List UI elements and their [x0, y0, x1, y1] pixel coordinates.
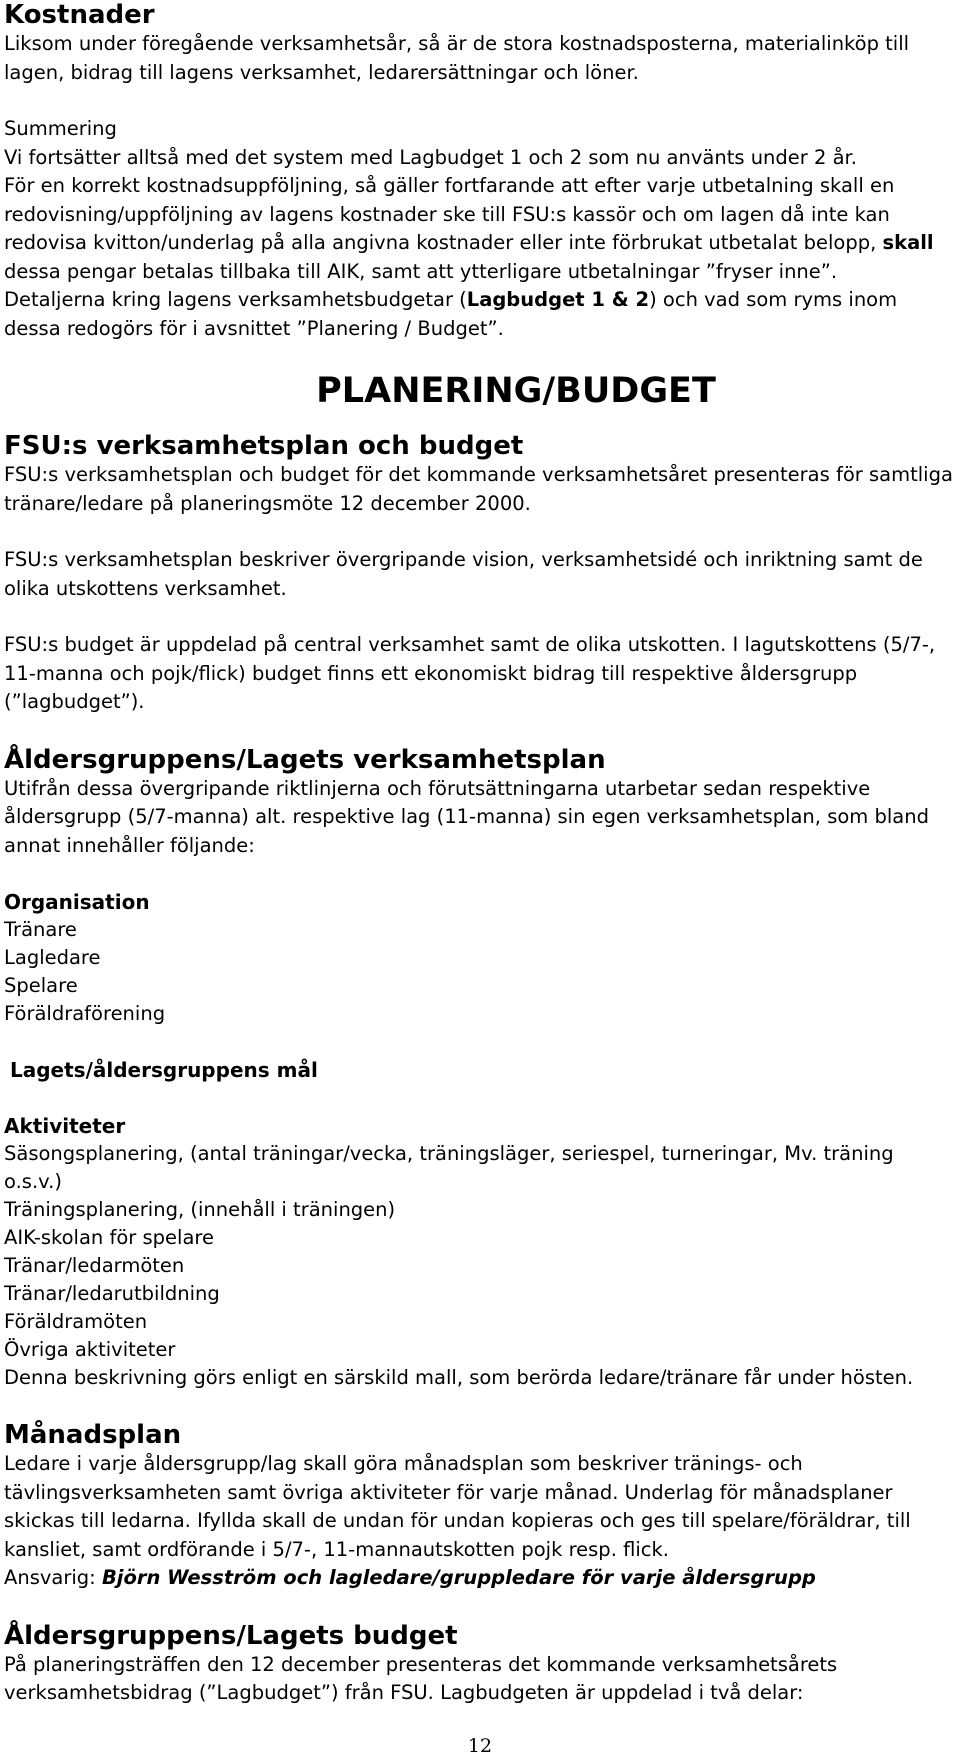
- list-item: Tränar/ledarmöten: [4, 1254, 185, 1277]
- organisation-list: [4, 916, 956, 1028]
- ansvarig-value: Björn Wesström och lagledare/gruppledare för varje åldersgrupp: [101, 1566, 816, 1589]
- summering-line-2: För en korrekt kostnadsuppföljning, så gäller fortfarande att efter varje utbetalning skall en redovisning/uppföljning av lagens kostnader ske till FSU:s kassör och om lagen då inte kan redovisa kvitton/underlag på alla angivna kostnader eller inte förbrukat utbetalat belopp,: [4, 174, 895, 254]
- document-page: [4, 0, 956, 1708]
- manadsplan-paragraph: Ledare i varje åldersgrupp/lag skall göra månadsplan som beskriver tränings- och tävlingsverksamheten samt övriga aktiviteter för varje månad. Underlag för månadsplaner skickas till ledarna. Ifyllda skall de undan för undan kopieras och ges till spelare/föräldrar, till kansliet, samt ordförande i 5/7-, 11-mannautskotten pojk resp. flick.: [4, 1452, 911, 1561]
- fsu-paragraph-3: FSU:s budget är uppdelad på central verksamhet samt de olika utskotten. I lagutskottens (5/7-, 11-manna och pojk/flick) budget finns ett ekonomiskt bidrag till respektive åldersgrupp (”lagbudget”).: [4, 633, 936, 713]
- aktiviteter-title: Aktiviteter: [4, 1114, 126, 1138]
- fsu-paragraph-1: FSU:s verksamhetsplan och budget för det kommande verksamhetsåret presenteras för samtliga tränare/ledare på planeringsmöte 12 december 2000.: [4, 463, 953, 515]
- lagbudget-bold: Lagbudget 1 & 2: [466, 288, 650, 311]
- list-item: Tränar/ledarutbildning: [4, 1282, 220, 1305]
- list-item: AIK-skolan för spelare: [4, 1226, 214, 1249]
- summering-line-3: dessa pengar betalas tillbaka till AIK, samt att ytterligare utbetalningar ”fryser inne”.: [4, 259, 838, 283]
- list-item: Föräldraförening: [4, 1002, 166, 1025]
- ansvarig-line: [4, 1564, 956, 1593]
- ansvarig-label: Ansvarig:: [4, 1566, 102, 1589]
- fsu-paragraph-2: FSU:s verksamhetsplan beskriver övergripande vision, verksamhetsidé och inriktning samt de olika utskottens verksamhet.: [4, 548, 923, 600]
- section-title-kostnader: Kostnader: [4, 0, 155, 30]
- fsu-verksamhetsplan-title: FSU:s verksamhetsplan och budget: [4, 431, 524, 461]
- list-item: Föräldramöten: [4, 1310, 148, 1333]
- list-item: Övriga aktiviteter: [4, 1338, 176, 1361]
- list-item: Denna beskrivning görs enligt en särskild mall, som berörda ledare/tränare får under hösten.: [4, 1366, 914, 1389]
- detaljer-paragraph: [4, 286, 956, 343]
- organisation-title: Organisation: [4, 890, 150, 914]
- aldersgrupp-budget-title: Åldersgruppens/Lagets budget: [4, 1620, 458, 1651]
- kostnader-paragraph: Liksom under föregående verksamhetsår, så är de stora kostnadsposterna, materialinköp till lagen, bidrag till lagens verksamhet, ledarersättningar och löner.: [4, 32, 910, 84]
- summering-paragraph: [4, 172, 956, 286]
- aldersgrupp-paragraph: Utifrån dessa övergripande riktlinjerna och förutsättningarna utarbetar sedan respektive åldersgrupp (5/7-manna) alt. respektive lag (11-manna) sin egen verksamhetsplan, som bland annat innehåller följande:: [4, 776, 929, 857]
- manadsplan-title: Månadsplan: [4, 1420, 182, 1450]
- budget-paragraph: På planeringsträffen den 12 december presenteras det kommande verksamhetsårets verksamhetsbidrag (”Lagbudget”) från FSU. Lagbudgeten är uppdelad i två delar:: [4, 1652, 838, 1704]
- mal-title: Lagets/åldersgruppens mål: [10, 1058, 318, 1082]
- detaljer-pre: Detaljerna kring lagens verksamhetsbudgetar (: [4, 288, 467, 311]
- aktiviteter-list: [4, 1140, 956, 1392]
- page-number: 12: [467, 1735, 493, 1757]
- list-item: Säsongsplanering, (antal träningar/vecka, träningsläger, seriespel, turneringar, Mv. träning o.s.v.): [4, 1142, 894, 1193]
- list-item: Träningsplanering, (innehåll i träningen): [4, 1198, 396, 1221]
- planering-budget-heading: PLANERING/BUDGET: [316, 371, 716, 411]
- list-item: Tränare: [4, 918, 77, 941]
- detaljer-post: ) och vad som ryms inom dessa redogörs för i avsnittet ”Planering / Budget”.: [4, 288, 898, 340]
- aldersgrupp-verksamhetsplan-title: Åldersgruppens/Lagets verksamhetsplan: [4, 744, 606, 775]
- list-item: Lagledare: [4, 946, 101, 969]
- skall-bold-text: skall: [882, 231, 934, 254]
- summering-line-1: Vi fortsätter alltså med det system med Lagbudget 1 och 2 som nu använts under 2 år.: [4, 145, 857, 169]
- list-item: Spelare: [4, 974, 78, 997]
- summering-label: Summering: [4, 117, 117, 140]
